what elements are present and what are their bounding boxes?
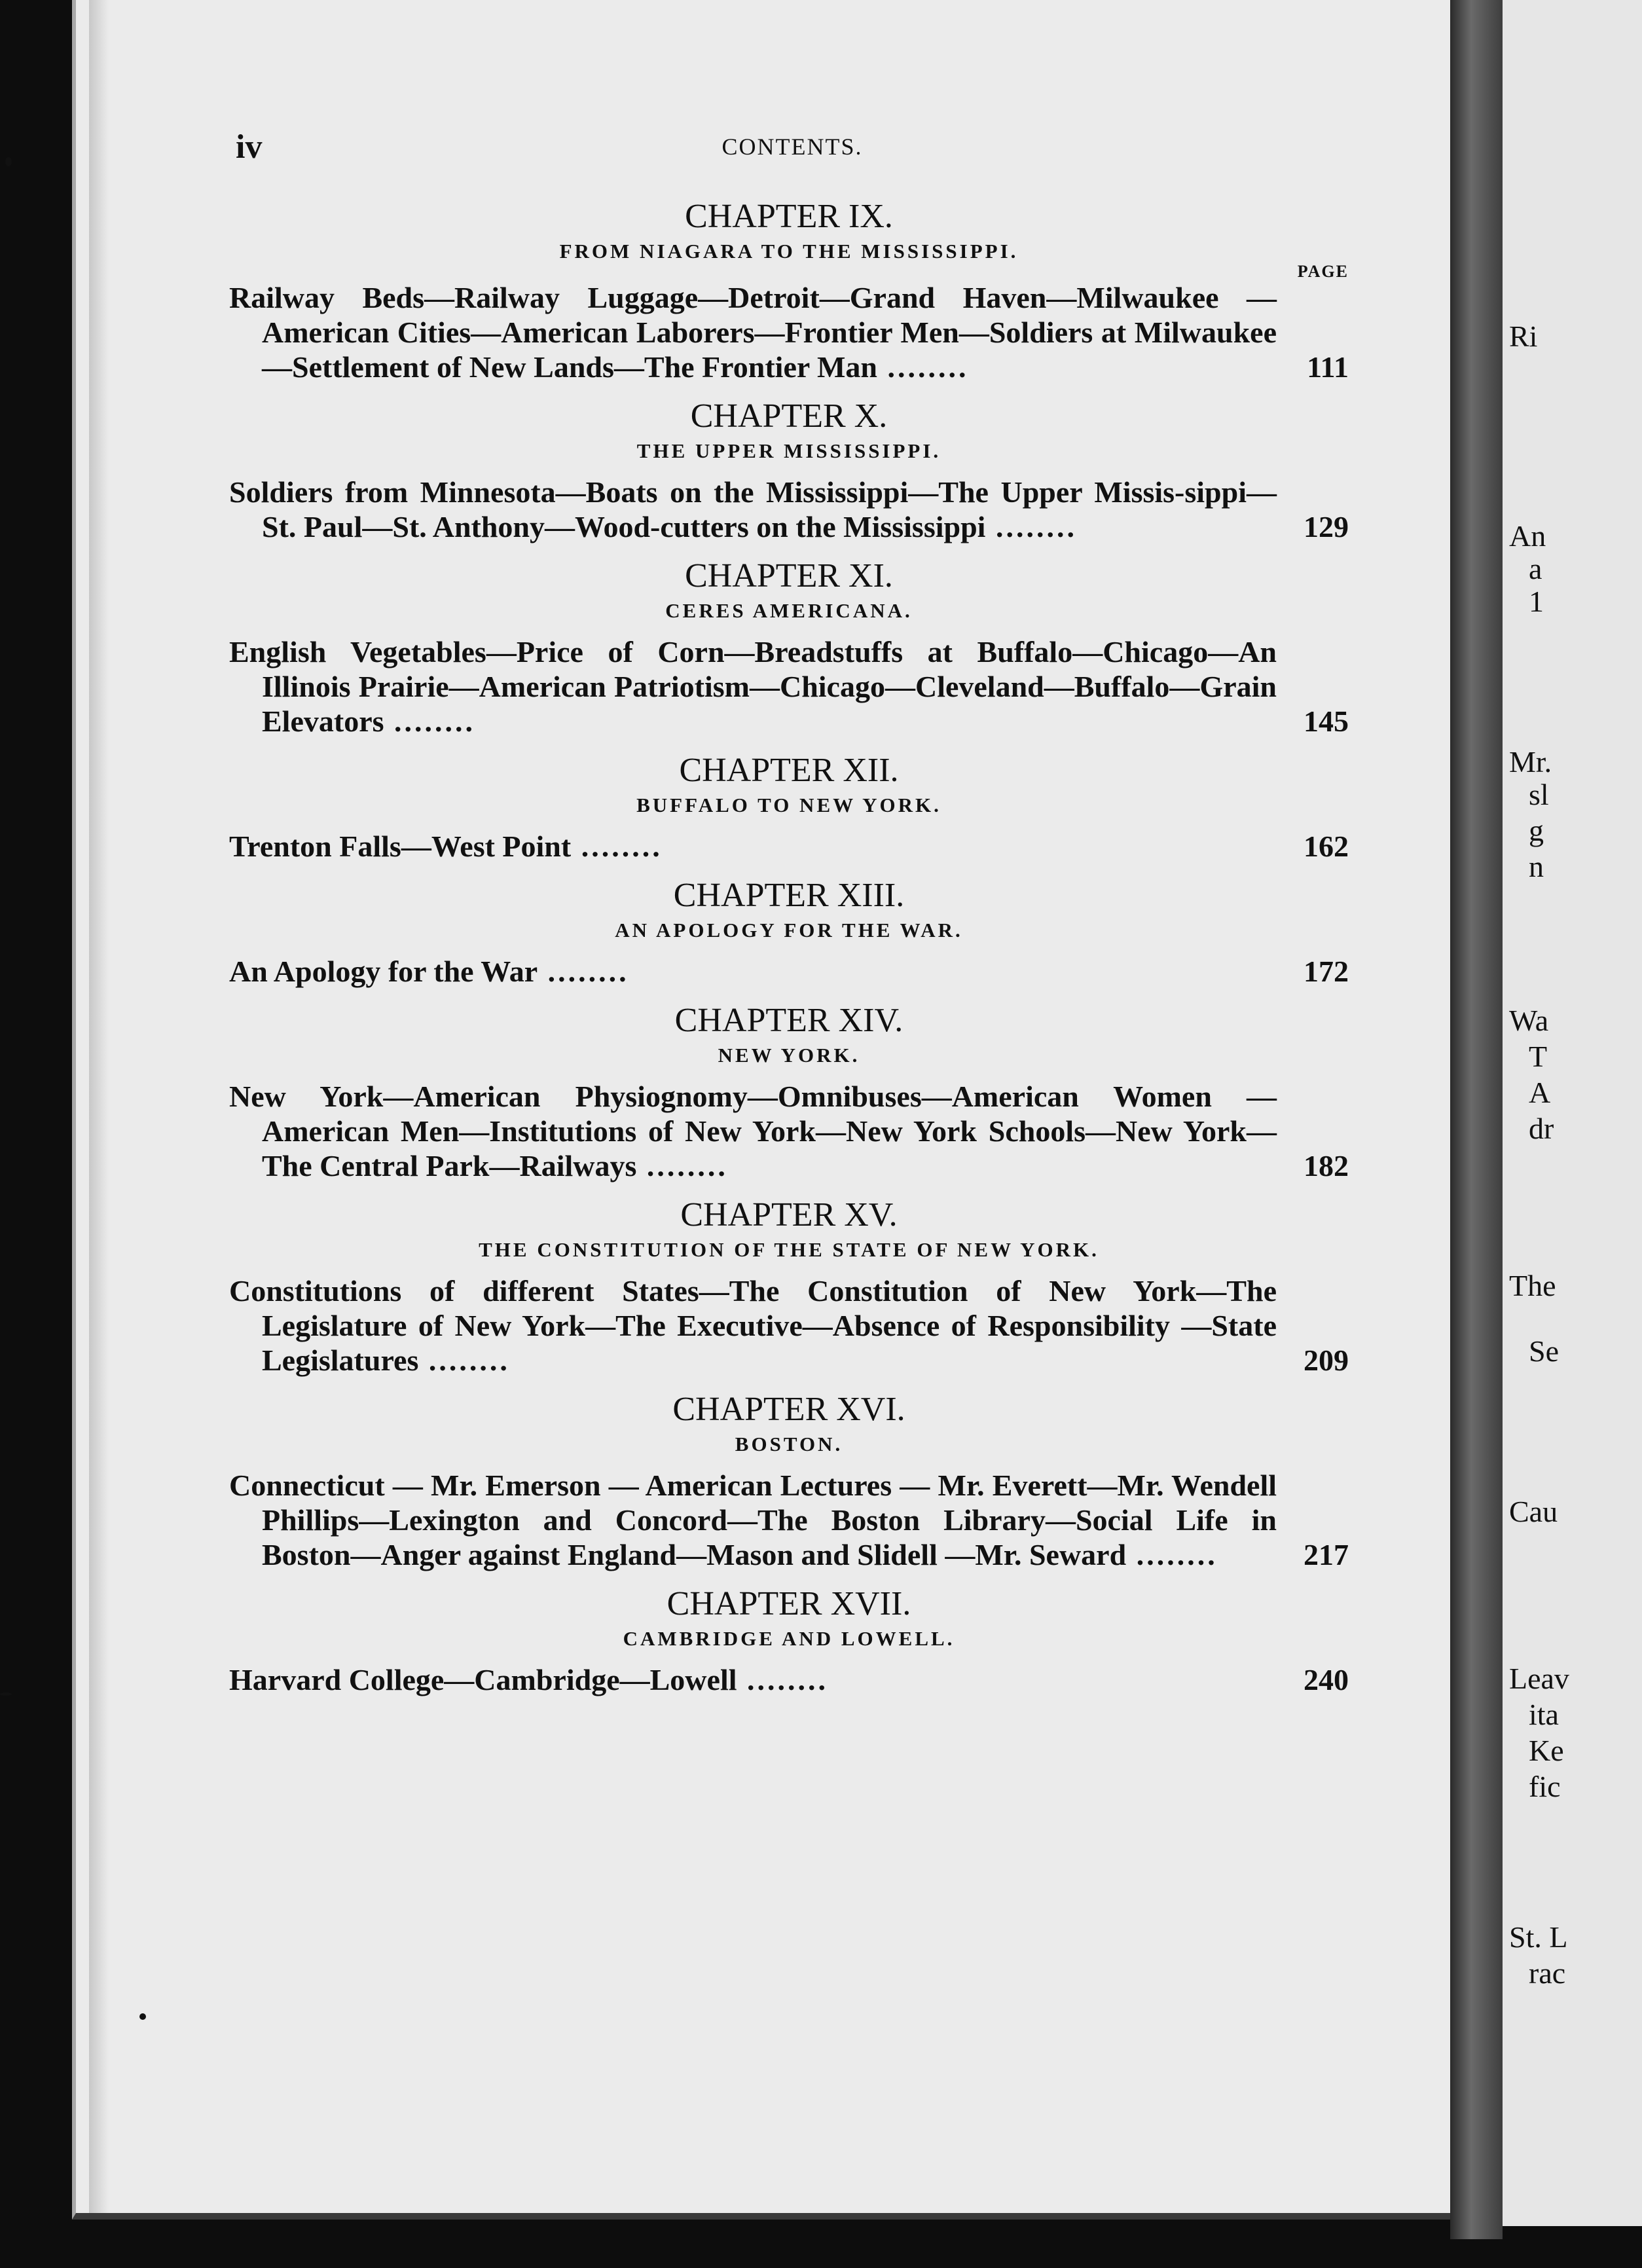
chapter-page-number: 145 — [1304, 704, 1349, 738]
chapter-summary — [229, 1079, 1349, 1183]
leader-dots: ........ — [985, 510, 1077, 543]
page-edge-shadow — [89, 0, 109, 2213]
leader-dots: ........ — [877, 350, 969, 384]
table-of-contents — [229, 196, 1349, 1709]
summary-text: Trenton Falls—West Point — [229, 830, 572, 863]
facing-fragment: rac — [1529, 1956, 1566, 1990]
facing-fragment: St. L — [1509, 1920, 1568, 1954]
running-head — [236, 128, 1349, 167]
facing-fragment: a — [1529, 552, 1542, 585]
facing-fragment: T — [1529, 1040, 1548, 1073]
book-gutter — [1450, 0, 1503, 2239]
leader-dots: ........ — [636, 1149, 728, 1182]
chapter-page-number: 209 — [1304, 1344, 1349, 1377]
facing-fragment: Ri — [1509, 320, 1538, 353]
chapter-summary — [229, 1662, 1349, 1697]
chapter-entry — [229, 396, 1349, 544]
facing-fragment: 1 — [1529, 585, 1544, 618]
chapter-summary — [229, 280, 1349, 384]
chapter-entry — [229, 556, 1349, 739]
chapter-entry — [229, 750, 1349, 864]
chapter-summary — [229, 475, 1349, 544]
facing-fragment: g — [1529, 814, 1544, 847]
chapter-entry — [229, 1389, 1349, 1572]
chapter-summary — [229, 1468, 1349, 1572]
summary-text: New York—American Physiognomy—Omnibuses—American Women —American Men—Institutions of New York—New York Schools—New York—The Central Park—Railways — [229, 1080, 1277, 1182]
chapter-subtitle: FROM NIAGARA TO THE MISSISSIPPI. — [559, 240, 1019, 263]
facing-page — [1503, 0, 1642, 2226]
leader-dots: ........ — [571, 830, 663, 863]
summary-text: Soldiers from Minnesota—Boats on the Mississippi—The Upper Missis-sippi—St. Paul—St. Anthony—Wood-cutters on the Mississippi — [229, 475, 1277, 543]
chapter-entry — [229, 1195, 1349, 1378]
chapter-page-number: 129 — [1304, 510, 1349, 543]
chapter-entry — [229, 1000, 1349, 1183]
chapter-subtitle: AN APOLOGY FOR THE WAR. — [615, 919, 963, 942]
facing-fragment: Cau — [1509, 1495, 1558, 1528]
summary-text: Railway Beds—Railway Luggage—Detroit—Grand Haven—Milwaukee —American Cities—American Laborers—Frontier Men—Soldiers at Milwaukee—Settlement of New Lands—The Frontier Man — [229, 281, 1277, 384]
chapter-title: CHAPTER XIII. — [673, 877, 905, 914]
chapter-title: CHAPTER XVII. — [666, 1585, 911, 1622]
chapter-summary — [229, 954, 1349, 989]
facing-fragment: The — [1509, 1269, 1556, 1302]
facing-fragment: An — [1509, 519, 1546, 553]
facing-fragment: Leav — [1509, 1662, 1569, 1695]
leader-dots: ........ — [1126, 1538, 1218, 1571]
chapter-entry — [229, 196, 1349, 384]
chapter-page-number: 182 — [1304, 1149, 1349, 1182]
chapter-title: CHAPTER XII. — [679, 752, 899, 789]
chapter-summary — [229, 1273, 1349, 1378]
facing-fragment: n — [1529, 850, 1544, 883]
scan-speck — [139, 2013, 146, 2020]
chapter-title: CHAPTER XV. — [680, 1196, 898, 1234]
facing-fragment: sl — [1529, 778, 1549, 811]
chapter-subtitle: BOSTON. — [735, 1433, 843, 1455]
chapter-subtitle: NEW YORK. — [718, 1044, 860, 1067]
chapter-entry — [229, 1584, 1349, 1697]
leader-dots: ........ — [384, 704, 476, 738]
running-title: CONTENTS. — [721, 134, 863, 160]
facing-fragment: fic — [1529, 1770, 1561, 1803]
chapter-title: CHAPTER XIV. — [674, 1002, 903, 1039]
chapter-entry — [229, 875, 1349, 989]
scan-speck — [5, 157, 12, 166]
chapter-subtitle: THE UPPER MISSISSIPPI. — [636, 439, 941, 462]
facing-fragment: Mr. — [1509, 745, 1552, 778]
chapter-page-number: 240 — [1304, 1663, 1349, 1696]
chapter-subtitle: BUFFALO TO NEW YORK. — [636, 794, 941, 816]
facing-fragment: Wa — [1509, 1004, 1549, 1037]
summary-text: An Apology for the War — [229, 955, 538, 988]
chapter-page-number: 172 — [1304, 955, 1349, 988]
page-number: iv — [236, 128, 263, 166]
chapter-page-number: 217 — [1304, 1538, 1349, 1571]
chapter-page-number: 162 — [1304, 830, 1349, 863]
chapter-title: CHAPTER XVI. — [672, 1391, 905, 1428]
facing-fragment: A — [1529, 1076, 1551, 1109]
chapter-title: CHAPTER X. — [690, 397, 888, 435]
facing-fragment: dr — [1529, 1112, 1554, 1145]
page-column-label: PAGE — [1297, 262, 1349, 281]
chapter-subtitle: THE CONSTITUTION OF THE STATE OF NEW YORK. — [479, 1238, 1099, 1261]
summary-text: Connecticut — Mr. Emerson — American Lectures — Mr. Everett—Mr. Wendell Phillips—Lexington and Concord—The Boston Library—Social Life in Boston—Anger against England—Mason and Slidell —Mr. Seward — [229, 1469, 1277, 1571]
leader-dots: ........ — [418, 1344, 510, 1377]
scan-speck — [0, 1692, 12, 1696]
summary-text: Harvard College—Cambridge—Lowell — [229, 1663, 737, 1696]
summary-text: Constitutions of different States—The Constitution of New York—The Legislature of New York—The Executive—Absence of Responsibility —State Legislatures — [229, 1274, 1277, 1377]
chapter-subtitle: CAMBRIDGE AND LOWELL. — [623, 1627, 955, 1650]
facing-fragment: Se — [1529, 1334, 1559, 1368]
chapter-summary — [229, 829, 1349, 864]
facing-fragment: Ke — [1529, 1734, 1564, 1767]
summary-text: English Vegetables—Price of Corn—Breadstuffs at Buffalo—Chicago—An Illinois Prairie—American Patriotism—Chicago—Cleveland—Buffalo—Grain Elevators — [229, 635, 1277, 738]
chapter-title: CHAPTER XI. — [685, 557, 893, 594]
leader-dots: ........ — [737, 1663, 829, 1696]
chapter-page-number: 111 — [1307, 350, 1349, 384]
facing-fragment: ita — [1529, 1698, 1559, 1731]
chapter-summary — [229, 634, 1349, 739]
leader-dots: ........ — [538, 955, 629, 988]
chapter-subtitle: CERES AMERICANA. — [665, 599, 913, 622]
chapter-title: CHAPTER IX. — [685, 198, 893, 235]
